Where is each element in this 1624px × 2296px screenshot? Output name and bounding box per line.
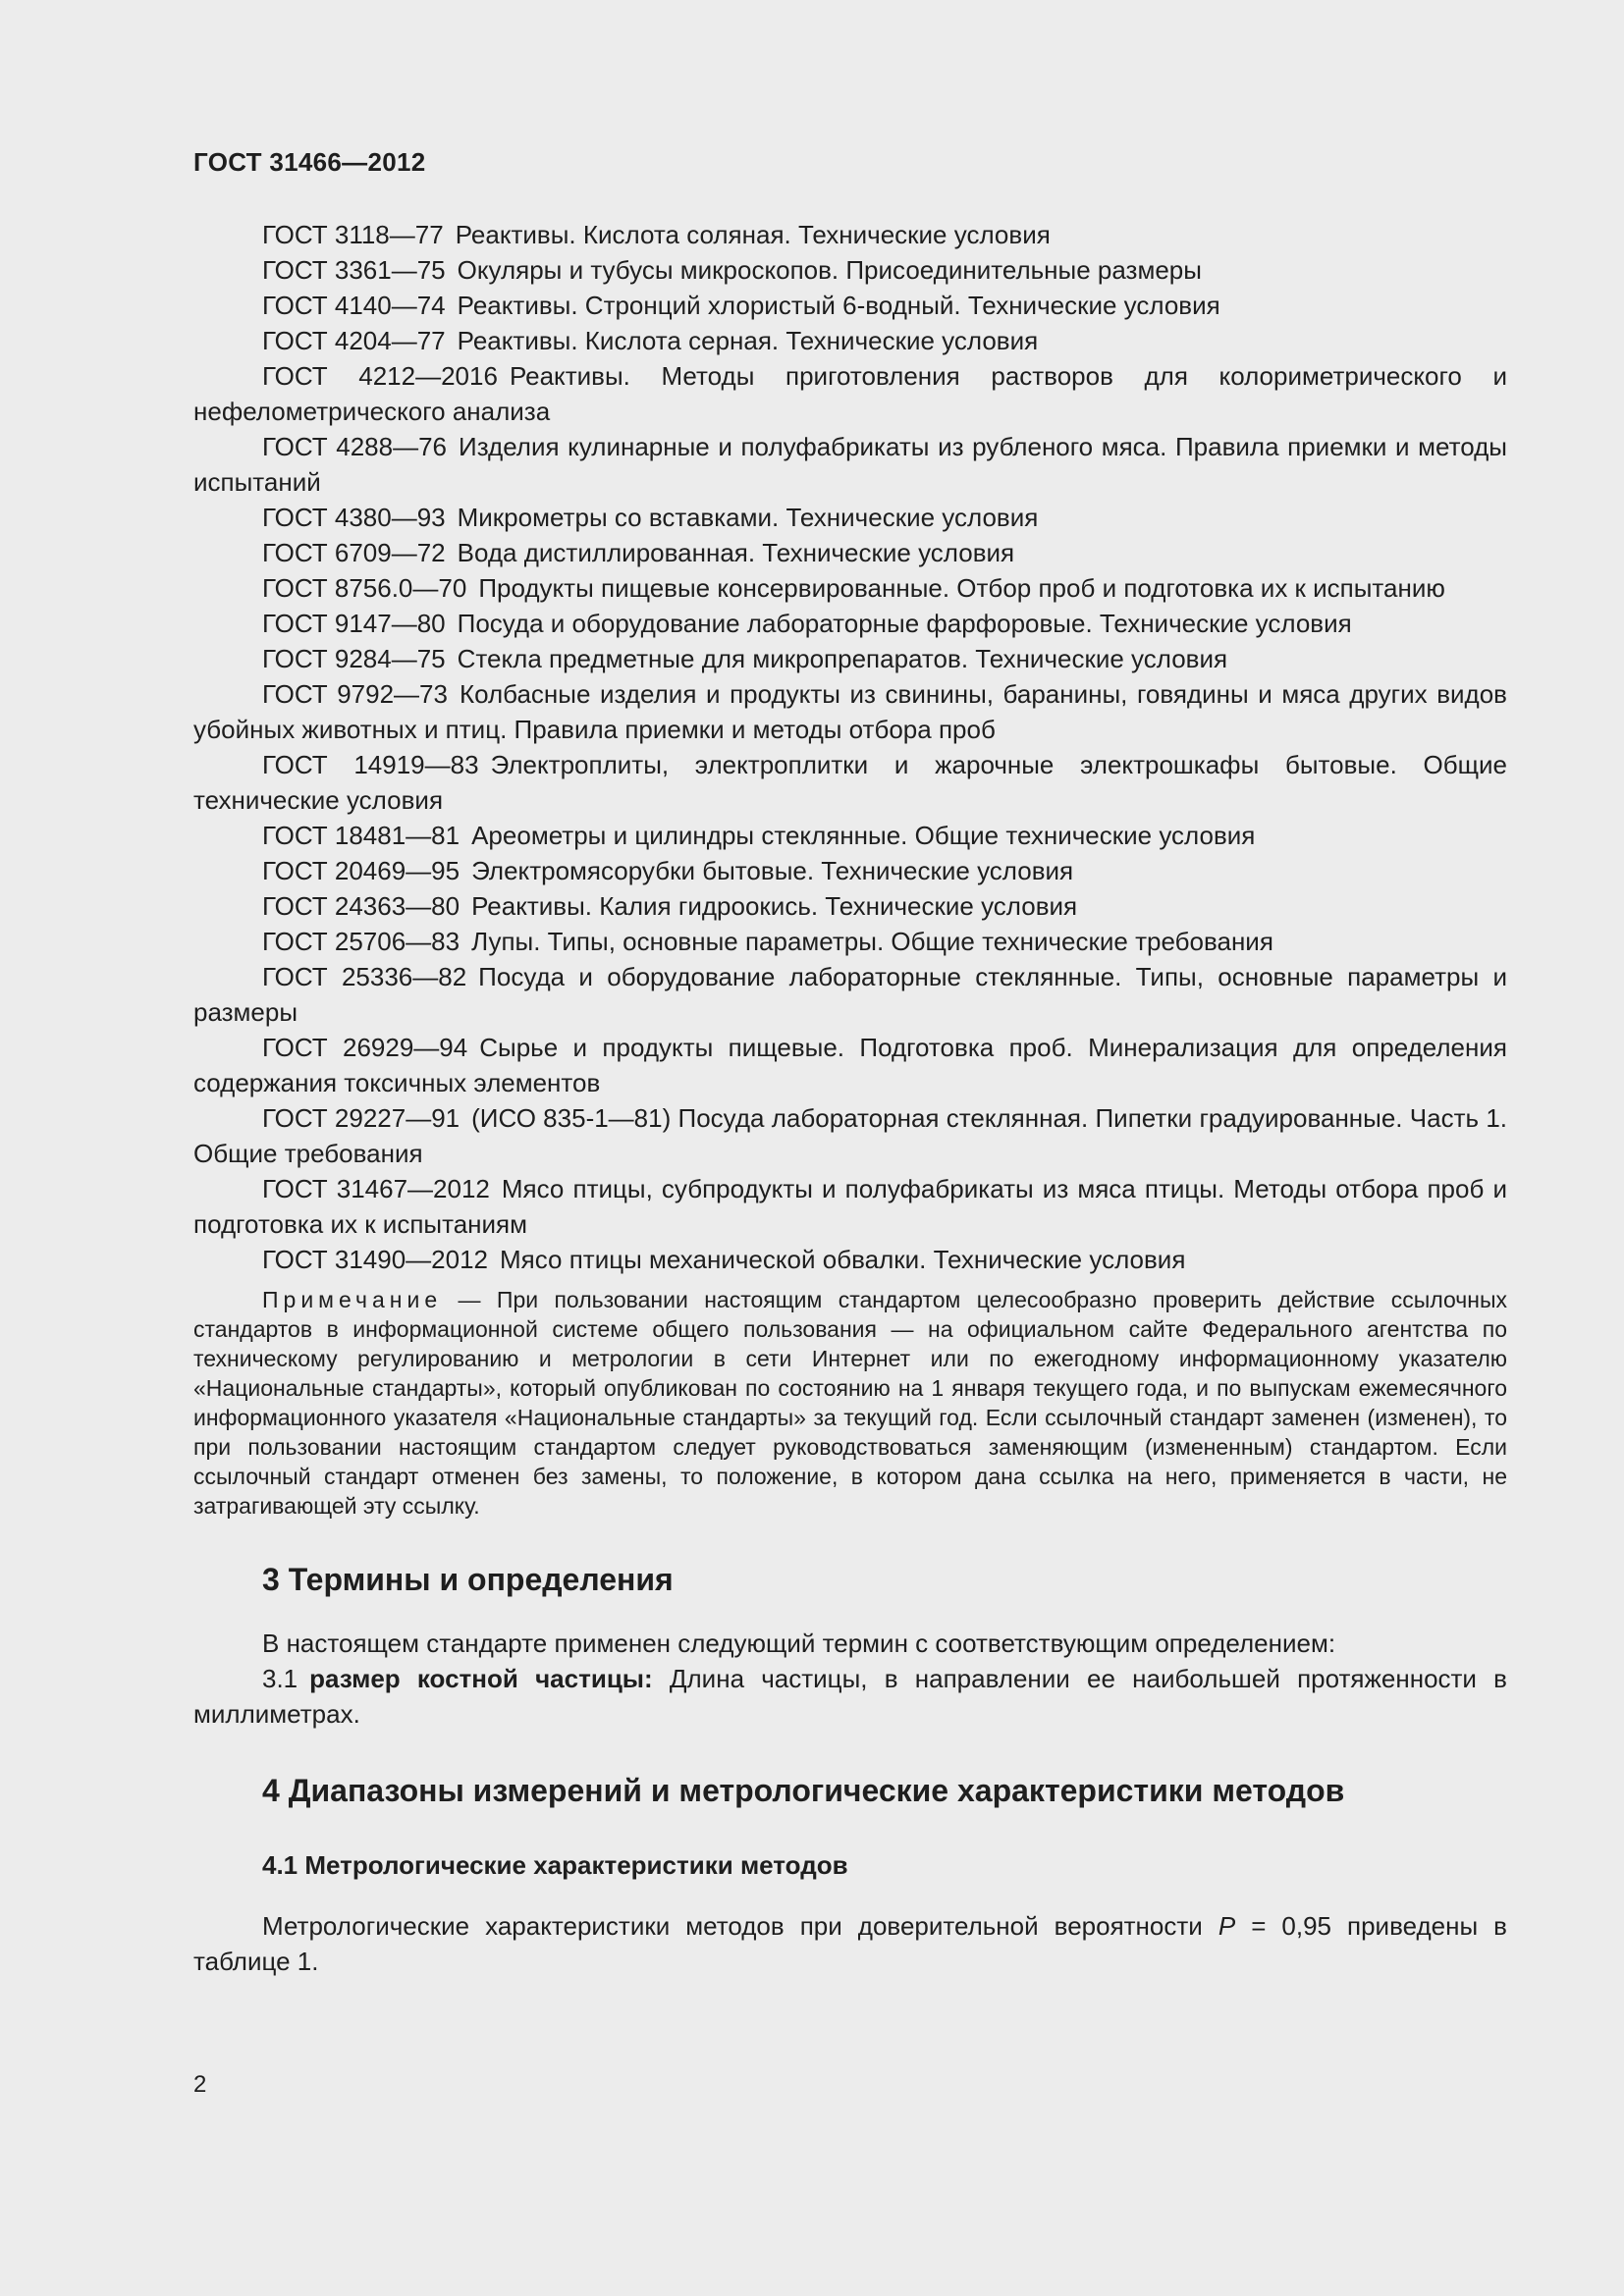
reference-title: Ареометры и цилиндры стеклянные. Общие технические условия <box>471 821 1256 850</box>
reference-code: ГОСТ 20469—95 <box>262 856 460 885</box>
subsection-4-1-text: Метрологические характеристики методов при доверительной вероятности P = 0,95 приведены в таблице 1. <box>193 1911 1507 1976</box>
reference-item <box>193 1171 1507 1242</box>
section-3-title: 3 Термины и определения <box>262 1562 674 1597</box>
reference-title: Микрометры со вставками. Технические условия <box>457 503 1039 532</box>
reference-code: ГОСТ 29227—91 <box>262 1103 460 1133</box>
reference-item <box>193 853 1507 888</box>
reference-code: ГОСТ 3361—75 <box>262 255 446 285</box>
reference-code: ГОСТ 9284—75 <box>262 644 446 673</box>
reference-code: ГОСТ 4380—93 <box>262 503 446 532</box>
normative-references-list <box>193 217 1507 1277</box>
reference-item <box>193 323 1507 358</box>
reference-code: ГОСТ 31490—2012 <box>262 1245 489 1274</box>
note-label: Примечание <box>262 1287 443 1312</box>
reference-title: Реактивы. Калия гидроокись. Технические условия <box>471 891 1078 921</box>
reference-item <box>193 1242 1507 1277</box>
document-header: ГОСТ 31466—2012 <box>193 147 426 177</box>
reference-title: Сырье и продукты пищевые. Подготовка проб. Минерализация для определения содержания токсичных элементов <box>193 1033 1507 1097</box>
reference-title: Изделия кулинарные и полуфабрикаты из рубленого мяса. Правила приемки и методы испытаний <box>193 432 1507 497</box>
reference-title: Посуда и оборудование лабораторные фарфоровые. Технические условия <box>457 609 1352 638</box>
reference-code: ГОСТ 26929—94 <box>262 1033 468 1062</box>
reference-code: ГОСТ 25706—83 <box>262 927 460 956</box>
term-name: размер костной частицы: <box>309 1664 653 1693</box>
reference-code: ГОСТ 6709—72 <box>262 538 446 567</box>
reference-title: Электромясорубки бытовые. Технические условия <box>471 856 1074 885</box>
reference-item <box>193 535 1507 570</box>
reference-item <box>193 288 1507 323</box>
reference-title: Мясо птицы, субпродукты и полуфабрикаты из мяса птицы. Методы отбора проб и подготовка их к испытаниям <box>193 1174 1507 1239</box>
reference-item <box>193 570 1507 606</box>
reference-item <box>193 676 1507 747</box>
reference-title: Посуда и оборудование лабораторные стеклянные. Типы, основные параметры и размеры <box>193 962 1507 1027</box>
reference-item <box>193 500 1507 535</box>
reference-code: ГОСТ 9792—73 <box>262 679 448 709</box>
reference-item <box>193 747 1507 818</box>
reference-code: ГОСТ 14919—83 <box>262 750 479 779</box>
reference-title: Реактивы. Кислота соляная. Технические условия <box>455 220 1051 249</box>
reference-title: Мясо птицы механической обвалки. Технические условия <box>500 1245 1186 1274</box>
reference-item <box>193 217 1507 252</box>
section-4-title: 4 Диапазоны измерений и метрологические характеристики методов <box>262 1773 1345 1808</box>
reference-code: ГОСТ 4140—74 <box>262 291 446 320</box>
reference-title: Реактивы. Стронций хлористый 6-водный. Технические условия <box>457 291 1220 320</box>
reference-title: Вода дистиллированная. Технические условия <box>457 538 1015 567</box>
reference-code: ГОСТ 25336—82 <box>262 962 467 991</box>
reference-item <box>193 818 1507 853</box>
reference-code: ГОСТ 3118—77 <box>262 220 444 249</box>
reference-title: (ИСО 835-1—81) Посуда лабораторная стеклянная. Пипетки градуированные. Часть 1. Общие требования <box>193 1103 1507 1168</box>
note-text: — При пользовании настоящим стандартом целесообразно проверить действие ссылочных стандартов в информационной системе общего пользования — на официальном сайте Федерального агентства по техническому регулированию и метрологии в сети Интернет или по ежегодному информационному указателю «Национальные стандарты», который опубликован по состоянию на 1 января текущего года, и по выпускам ежемесячного информационного указателя «Национальные стандарты» за текущий год. Если ссылочный стандарт заменен (изменен), то при пользовании настоящим стандартом следует руководствоваться заменяющим (измененным) стандартом. Если ссылочный стандарт отменен без замены, то положение, в котором дана ссылка на него, применяется в части, не затрагивающей эту ссылку. <box>193 1287 1507 1519</box>
reference-code: ГОСТ 4212—2016 <box>262 361 498 391</box>
reference-title: Стекла предметные для микропрепаратов. Технические условия <box>457 644 1228 673</box>
document-page <box>193 147 1507 1979</box>
reference-code: ГОСТ 24363—80 <box>262 891 460 921</box>
reference-title: Электроплиты, электроплитки и жарочные электрошкафы бытовые. Общие технические условия <box>193 750 1507 815</box>
reference-code: ГОСТ 9147—80 <box>262 609 446 638</box>
references-note <box>193 1285 1507 1521</box>
reference-title: Реактивы. Кислота серная. Технические условия <box>457 326 1039 355</box>
reference-item <box>193 888 1507 924</box>
reference-item <box>193 1030 1507 1100</box>
reference-code: ГОСТ 31467—2012 <box>262 1174 490 1203</box>
reference-title: Продукты пищевые консервированные. Отбор проб и подготовка их к испытанию <box>478 573 1445 603</box>
reference-title: Лупы. Типы, основные параметры. Общие технические требования <box>471 927 1273 956</box>
reference-item <box>193 641 1507 676</box>
reference-code: ГОСТ 4204—77 <box>262 326 446 355</box>
term-text: Длина частицы, в направлении ее наибольшей протяженности в миллиметрах. <box>193 1664 1507 1729</box>
reference-code: ГОСТ 4288—76 <box>262 432 447 461</box>
section-3-intro: В настоящем стандарте применен следующий термин с соответствующим определением: <box>262 1629 1336 1658</box>
reference-code: ГОСТ 18481—81 <box>262 821 460 850</box>
reference-title: Окуляры и тубусы микроскопов. Присоединительные размеры <box>457 255 1202 285</box>
term-definition <box>193 1661 1507 1732</box>
reference-item <box>193 606 1507 641</box>
reference-item <box>193 959 1507 1030</box>
term-number: 3.1 <box>262 1664 298 1693</box>
reference-title: Реактивы. Методы приготовления растворов для колориметрического и нефелометрического анализа <box>193 361 1507 426</box>
reference-item <box>193 252 1507 288</box>
reference-item <box>193 924 1507 959</box>
page-number: 2 <box>193 2071 207 2098</box>
probability-symbol: P <box>1218 1911 1236 1941</box>
reference-title: Колбасные изделия и продукты из свинины, баранины, говядины и мяса других видов убойных животных и птиц. Правила приемки и методы отбора проб <box>193 679 1507 744</box>
reference-item <box>193 358 1507 429</box>
subsection-4-1-title: 4.1 Метрологические характеристики методов <box>262 1850 848 1880</box>
reference-item <box>193 429 1507 500</box>
reference-code: ГОСТ 8756.0—70 <box>262 573 467 603</box>
reference-item <box>193 1100 1507 1171</box>
